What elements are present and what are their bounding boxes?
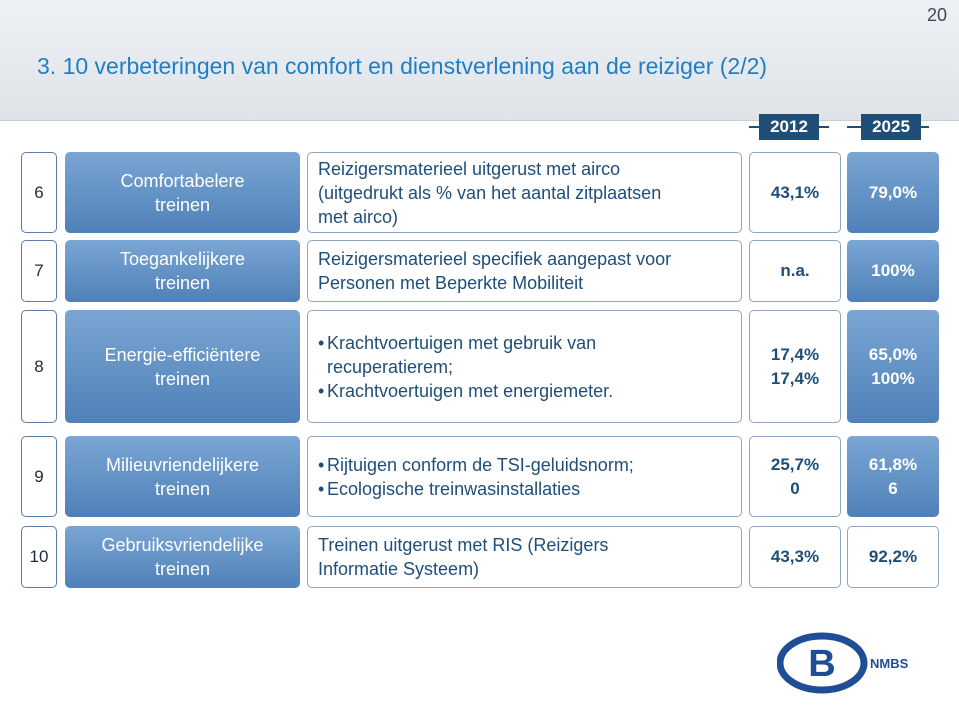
category-cell — [65, 436, 300, 517]
slide-title: 3. 10 verbeteringen van comfort en dienstverlening aan de reiziger (2/2) — [37, 53, 768, 79]
value-2012-cell — [749, 436, 841, 517]
value-2012: 17,4% — [770, 368, 820, 388]
description-bullet: • Ecologische treinwasinstallaties — [318, 477, 634, 501]
category-line: treinen — [154, 368, 211, 389]
value-2012-cell — [749, 240, 841, 302]
value-2025: 61,8% — [868, 454, 918, 474]
row-number: 7 — [21, 240, 57, 302]
logo-text: NMBS — [870, 656, 909, 671]
category-cell — [65, 152, 300, 233]
value-2012-cell — [749, 526, 841, 588]
page-number: 20 — [926, 5, 947, 25]
logo-letter: B — [808, 643, 836, 685]
description-line: Personen met Beperkte Mobiliteit — [318, 273, 584, 293]
value-2012: n.a. — [780, 261, 810, 280]
year-2025-line-right — [921, 126, 929, 128]
value-2012: 43,3% — [770, 547, 820, 566]
value-2012: 25,7% — [770, 454, 820, 474]
value-2025: 65,0% — [868, 344, 918, 364]
category-line: treinen — [154, 194, 211, 215]
category-cell — [65, 310, 300, 423]
value-2012: 43,1% — [770, 182, 820, 202]
value-2025: 79,0% — [868, 182, 918, 202]
description-bullet: • Rijtuigen conform de TSI-geluidsnorm; — [318, 453, 634, 477]
slide-header — [0, 0, 959, 121]
value-2025: 6 — [888, 478, 898, 498]
category-cell — [65, 240, 300, 302]
category-cell — [65, 526, 300, 588]
description-line: Treinen uitgerust met RIS (Reizigers — [318, 535, 609, 555]
description-line: Informatie Systeem) — [318, 559, 480, 579]
value-2012-cell — [749, 310, 841, 423]
description-cell — [307, 436, 742, 517]
row-number: 6 — [21, 152, 57, 233]
row-number: 9 — [21, 436, 57, 517]
value-2012: 0 — [790, 478, 800, 498]
value-2025: 100% — [871, 261, 915, 280]
value-2025-cell — [847, 310, 939, 423]
description-cell — [307, 240, 742, 302]
year-header-2025: 2025 — [861, 114, 921, 140]
value-2025-cell — [847, 436, 939, 517]
category-line: treinen — [154, 559, 211, 579]
category-line: Toegankelijkere — [119, 249, 246, 269]
value-2025-cell — [847, 526, 939, 588]
description-cell — [307, 152, 742, 233]
category-line: Milieuvriendelijkere — [105, 454, 260, 475]
year-2012-line-left — [749, 126, 759, 128]
year-header-2012: 2012 — [759, 114, 819, 140]
description-cell — [307, 526, 742, 588]
value-2012: 17,4% — [770, 344, 820, 364]
value-2025-cell — [847, 240, 939, 302]
year-2012-line-right — [819, 126, 829, 128]
category-line: Energie-efficiëntere — [104, 344, 261, 365]
category-line: Comfortabelere — [120, 170, 245, 191]
value-2012-cell — [749, 152, 841, 233]
category-line: treinen — [154, 478, 211, 499]
value-2025-cell — [847, 152, 939, 233]
description-cell — [307, 310, 742, 423]
value-2025: 92,2% — [868, 547, 918, 566]
description-line: (uitgedrukt als % van het aantal zitplaatsen — [318, 182, 662, 203]
year-2025-line-left — [847, 126, 861, 128]
nmbs-logo — [777, 632, 917, 694]
description-line: met airco) — [318, 206, 399, 227]
category-line: Gebruiksvriendelijke — [101, 535, 264, 555]
description-bullet: • Krachtvoertuigen met energiemeter. — [318, 379, 658, 403]
row-number: 8 — [21, 310, 57, 423]
value-2025: 100% — [871, 368, 915, 388]
category-line: treinen — [154, 273, 211, 293]
description-line: Reizigersmaterieel uitgerust met airco — [318, 158, 621, 179]
row-number: 10 — [21, 526, 57, 588]
description-bullet: • Krachtvoertuigen met gebruik van recuperatierem; — [318, 331, 658, 379]
description-line: Reizigersmaterieel specifiek aangepast voor — [318, 249, 672, 269]
